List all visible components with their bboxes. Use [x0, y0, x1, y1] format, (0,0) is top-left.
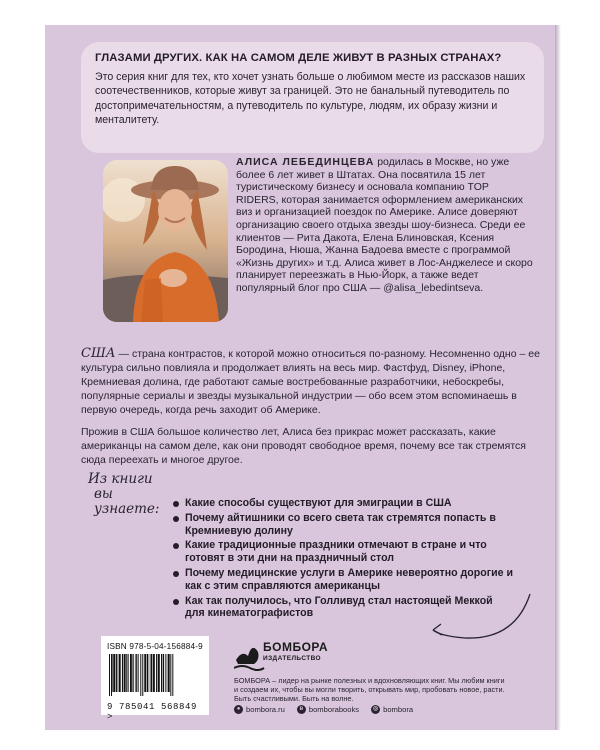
social-vk — [297, 705, 359, 714]
barcode-bar — [116, 654, 117, 692]
author-bio — [236, 156, 534, 295]
globe-icon: ● — [234, 705, 243, 714]
publisher-socials — [234, 705, 514, 714]
cover-edge-shadow — [555, 25, 561, 730]
barcode-bar — [161, 654, 162, 692]
publisher-logo-subtitle: ИЗДАТЕЛЬСТВО — [263, 655, 322, 662]
barcode-bar — [122, 654, 123, 692]
description-text-1: — страна контрастов, к которой можно относиться по-разному. Несомненно одно – ее культура сильно повлияла и продолжает влиять на весь мир. Фастфуд, Disney, iPhone, Кремниевая долина, где работают самые востребованные разработчики, небоскребы, популярные сериалы и звезды музыкальной индустрии — обо всем этом вспоминаешь в первую очередь, когда речь заходит об Америке. — [81, 348, 540, 416]
bullet-icon — [173, 543, 179, 549]
author-name: АЛИСА ЛЕБЕДИНЦЕВА — [236, 156, 375, 168]
barcode-bar — [119, 654, 121, 692]
bullet-icon — [173, 571, 179, 577]
barcode-bar — [147, 654, 148, 692]
barcode-bar — [144, 654, 146, 692]
list-item — [173, 567, 513, 593]
barcode-bar — [109, 654, 110, 696]
instagram-icon: ◎ — [372, 706, 379, 712]
list-item — [173, 539, 513, 565]
barcode-bar — [158, 654, 160, 692]
barcode-bar — [126, 654, 127, 692]
social-site — [234, 705, 285, 714]
learn-heading-line-1: Из книги — [88, 471, 153, 487]
list-item-text: Какие способы существуют для эмиграции в США — [185, 497, 452, 509]
barcode-bar — [111, 654, 112, 696]
barcode-bar — [170, 654, 171, 696]
barcode-bar — [140, 654, 141, 696]
publisher-logo-name: БОМБОРА — [263, 640, 329, 654]
barcode-bar — [112, 654, 113, 692]
publisher-description: БОМБОРА – лидер на рынке полезных и вдохновляющих книг. Мы любим книги и создаем их, чтобы вы могли творить, открывать мир, пробовать новое, расти. Быть счастливыми. Быть на волне. — [234, 676, 505, 704]
bullet-icon — [173, 599, 179, 605]
barcode-bar — [165, 654, 166, 692]
social-label: bombora.ru — [246, 705, 285, 714]
list-item-text: Почему медицинские услуги в Америке невероятно дорогие и как с этим справляются американцы — [185, 566, 513, 592]
barcode-bar — [149, 654, 150, 692]
barcode-panel — [101, 636, 209, 722]
list-item — [173, 497, 513, 510]
bullet-icon — [173, 516, 179, 522]
social-label: bomborabooks — [308, 705, 360, 714]
barcode-bar — [135, 654, 136, 692]
cover-content — [45, 25, 555, 730]
barcode-bar — [118, 654, 119, 692]
list-item — [173, 512, 513, 538]
barcode-bar — [124, 654, 126, 692]
social-instagram — [371, 705, 413, 714]
list-item-text: Почему айтишники со всего света так стремятся попасть в Кремниевую долину — [185, 511, 496, 537]
description — [81, 347, 546, 475]
barcode-bar — [113, 654, 115, 692]
barcode-bar — [167, 654, 168, 692]
series-title: ГЛАЗАМИ ДРУГИХ. КАК НА САМОМ ДЕЛЕ ЖИВУТ В РАЗНЫХ СТРАНАХ? — [95, 52, 502, 64]
barcode-bar — [153, 654, 155, 692]
barcode-bar — [132, 654, 133, 692]
author-bio-text: родилась в Москве, но уже более 6 лет живет в Штатах. Она посвятила 15 лет туристическому бизнесу и основала компанию TOP RIDERS, которая занимается оформлением американских виз и организацией поездок по Америке. Алисе доверяют организацию своего отдыха звезды шоу-бизнеса. Среди ее клиентов — Рита Дакота, Елена Блиновская, Ксения Бородина, Нюша, Жанна Бадоева вместе с программой «Жизнь других» и т.д. Алиса живет в Лос-Анджелесе и скоро планирует переезжать в Нью-Йорк, а также ведет популярный блог про США — @alisa_lebedintseva. — [236, 156, 533, 294]
series-description: Это серия книг для тех, кто хочет узнать больше о любимом месте из рассказов наших соотечественников, которые живут за границей. Это не банальный путеводитель по достопримечательностям, а путеводитель по культуре, людям, их образу жизни и менталитету. — [95, 71, 526, 126]
barcode-digits: 9 785041 568849 > — [107, 702, 198, 722]
list-item-text: Какие традиционные праздники отмечают в стране и что готовят в эти дни на праздничный стол — [185, 539, 487, 565]
learn-heading — [88, 472, 168, 517]
bullet-icon — [173, 501, 179, 507]
isbn-text: ISBN 978-5-04-156884-9 — [107, 642, 203, 651]
vk-icon: в — [297, 705, 306, 714]
series-info-box — [81, 42, 544, 153]
barcode-bar — [156, 654, 157, 692]
decorative-arrow-icon — [425, 590, 535, 650]
barcode-bar — [142, 654, 143, 696]
barcode-bar — [150, 654, 152, 692]
description-paragraph-1 — [81, 347, 546, 417]
lead-word: США — [81, 346, 116, 361]
list-item-text: Как так получилось, что Голливуд стал настоящей Меккой для кинематографистов — [185, 594, 493, 620]
social-label: bombora — [383, 705, 414, 714]
description-paragraph-2: Прожив в США большое количество лет, Алиса без прикрас может рассказать, какие американцы на самом деле, как они проводят свободное время, почему все так стремятся сюда переехать и многое другое. — [81, 426, 526, 466]
barcode-bar — [168, 654, 170, 692]
barcode-bar — [136, 654, 137, 692]
author-photo — [103, 160, 228, 322]
barcode-bar — [163, 654, 164, 692]
learn-heading-line-2: вы узнаете: — [94, 486, 160, 517]
barcode-bar — [128, 654, 129, 692]
barcode-icon — [107, 654, 203, 696]
barcode-bar — [138, 654, 139, 692]
barcode-bar — [172, 654, 173, 696]
barcode-bar — [130, 654, 132, 692]
